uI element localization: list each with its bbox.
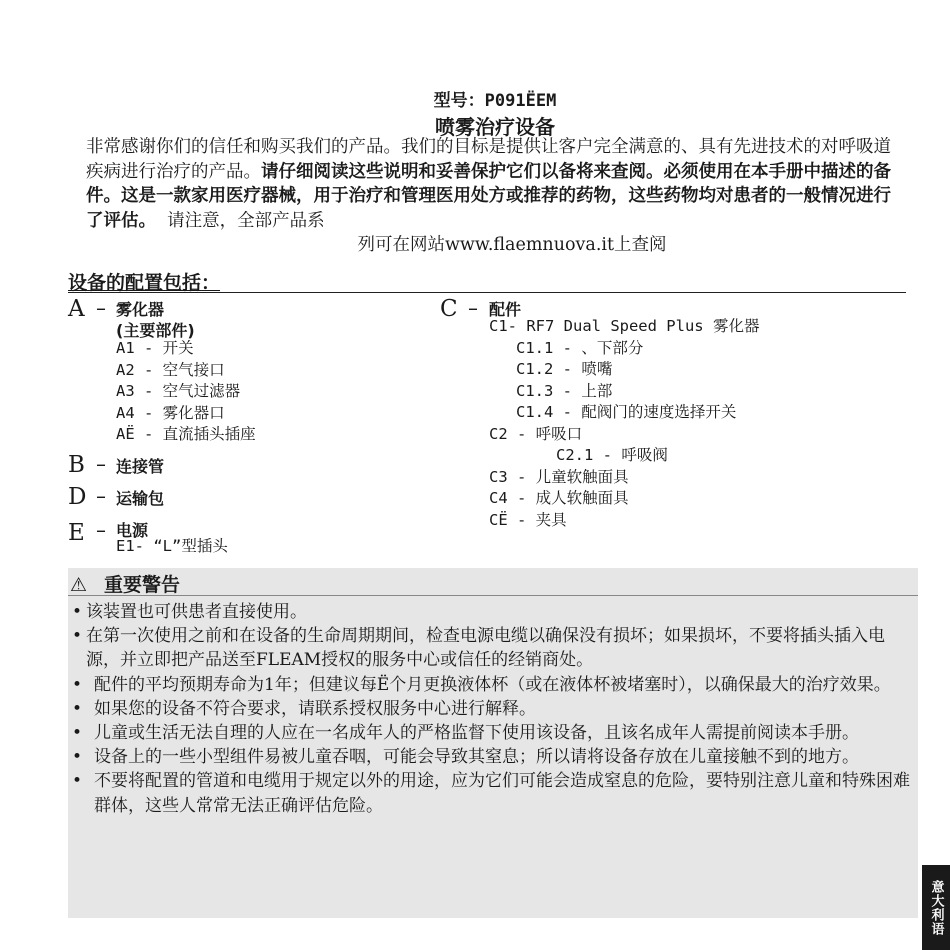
warnings-heading — [70, 570, 180, 597]
group-list-a — [116, 338, 256, 446]
intro-paragraph — [86, 135, 898, 258]
bullet-icon: • — [72, 674, 83, 695]
list-item: A4 - 雾化器口 — [116, 403, 225, 422]
group-dash-d: – — [96, 484, 106, 508]
group-letter-a: A — [68, 296, 85, 322]
group-dash-c: – — [468, 296, 478, 320]
list-item: A3 - 空气过滤器 — [116, 382, 241, 400]
list-item: CЁ - 夹具 — [489, 510, 567, 529]
bullet-icon: • — [72, 747, 83, 768]
group-list-c — [489, 316, 759, 531]
language-tab — [922, 865, 950, 950]
intro-lead-text: 非常感谢你们的信任和购买我们的产品。我们的目标是提供让客户完全满意的、具有先进技术的对呼吸道疾病进行治疗的产品。 — [86, 137, 891, 182]
warning-text: 儿童或生活无法自理的人应在一名成年人的严格监督下使用该设备，且该名成年人需提前阅读本手册。 — [94, 723, 859, 744]
list-item: C4 - 成人软触面具 — [489, 489, 629, 507]
group-dash-b: – — [96, 452, 106, 476]
list-item: C1- RF7 Dual Speed Plus 雾化器 — [489, 317, 760, 335]
group-title-a: 雾化器 — [116, 300, 165, 319]
warning-text: 不要将配置的管道和电缆用于规定以外的用途，应为它们可能会造成窒息的危险，要特别注意儿童和特殊困难群体，这些人常常无法正确评估危险。 — [94, 771, 910, 816]
group-title-c: 配件 — [489, 300, 522, 319]
list-item — [72, 769, 914, 817]
warning-text: 在第一次使用之前和在设备的生命周期期间，检查电源电缆以确保没有损坏；如果损坏，不要将插头插入电源，并立即把产品送至FLEAM授权的服务中心或信任的经销商处。 — [86, 626, 885, 671]
list-item — [72, 745, 914, 769]
warning-text: 如果您的设备不符合要求，请联系授权服务中心进行解释。 — [94, 698, 536, 719]
list-item: A1 - 开关 — [116, 339, 194, 357]
group-letter-d: D — [68, 484, 87, 510]
warning-text: 设备上的一些小型组件易被儿童吞咽，可能会导致其窒息；所以请将设备存放在儿童接触不到的地方。 — [94, 747, 859, 768]
group-title-e: 电源 — [116, 521, 149, 540]
list-item: C2.1 - 呼吸阀 — [556, 446, 668, 464]
bullet-icon: • — [72, 698, 83, 719]
product-title: 喷雾治疗设备 — [435, 115, 555, 139]
list-item — [72, 624, 914, 672]
list-item: C2 - 呼吸口 — [489, 424, 583, 443]
language-tab-label: 意大利语 — [928, 879, 944, 936]
list-item — [72, 673, 914, 697]
list-item: C1.4 - 配阀门的速度选择开关 — [516, 403, 737, 421]
list-item: C1.3 - 上部 — [516, 381, 613, 400]
model-number: 型号：P091ЁEM — [433, 91, 557, 111]
warning-text: 配件的平均预期寿命为1年；但建议每Ё个月更换液体杯（或在液体杯被堵塞时），以确保最大的治疗效果。 — [94, 674, 891, 695]
group-letter-b: B — [68, 452, 85, 478]
group-subtitle-a: (主要部件) — [116, 321, 195, 340]
warnings-list — [72, 600, 914, 818]
list-item: A2 - 空气接口 — [116, 360, 225, 379]
list-item — [72, 600, 914, 624]
intro-website-line: 列可在网站www.flaemnuova.it上查阅 — [357, 235, 667, 255]
list-item: C1.2 - 喷嘴 — [516, 360, 613, 378]
warning-triangle-icon: ⚠ — [70, 574, 88, 596]
warnings-divider — [68, 595, 918, 596]
intro-bold-text: 请仔细阅读这些说明和妥善保护它们以备将来查阅。必须使用在本手册中描述的备件。这是一款家用医疗器械，用于治疗和管理医用处方或推荐的药物，这些药物均对患者的一般情况进行了评估。 — [86, 161, 891, 231]
list-item: E1- “L”型插头 — [116, 537, 228, 555]
list-item: C3 - 儿童软触面具 — [489, 467, 629, 486]
group-dash-a: – — [96, 296, 106, 320]
list-item: AЁ - 直流插头插座 — [116, 425, 256, 443]
bullet-icon: • — [72, 771, 83, 792]
list-item — [72, 721, 914, 745]
group-dash-e: – — [96, 518, 106, 542]
group-title-d: 运输包 — [116, 489, 165, 508]
configuration-divider — [68, 292, 906, 293]
group-letter-e: E — [68, 520, 85, 546]
list-item: C1.1 - 、下部分 — [516, 338, 644, 357]
bullet-icon: • — [72, 626, 83, 647]
group-letter-c: C — [440, 296, 458, 322]
configuration-heading: 设备的配置包括： — [68, 272, 221, 294]
group-title-b: 连接管 — [116, 457, 165, 476]
bullet-icon: • — [72, 602, 83, 622]
warning-text: 该装置也可供患者直接使用。 — [86, 602, 307, 622]
intro-tail-text: 请注意，全部产品系 — [167, 210, 325, 231]
warnings-heading-text: 重要警告 — [104, 574, 181, 596]
list-item — [72, 697, 914, 721]
bullet-icon: • — [72, 723, 83, 744]
